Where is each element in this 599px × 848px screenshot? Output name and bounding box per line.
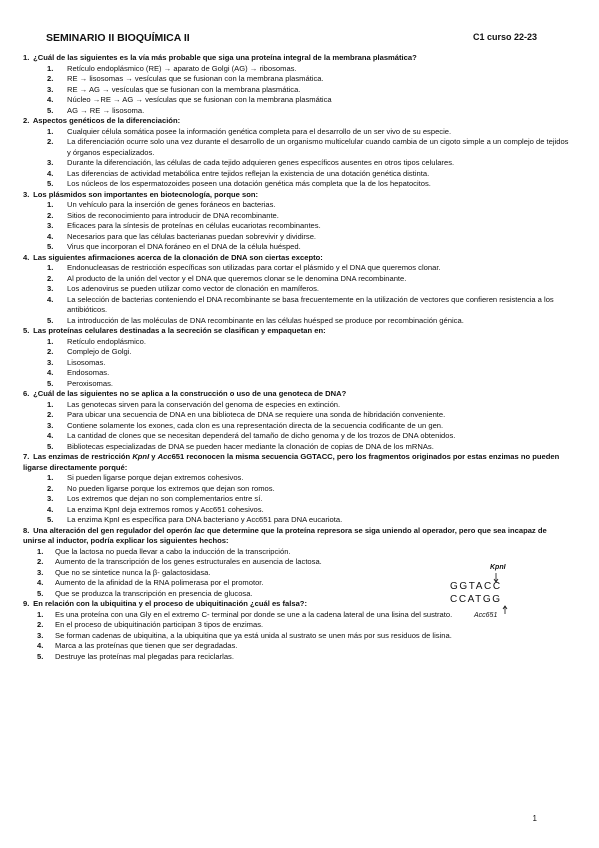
option-text: Virus que incorporan el DNA foráneo en el DNA de la célula huésped.	[67, 242, 301, 251]
question-text-part: Aspectos genéticos de la diferenciación:	[32, 116, 181, 125]
question-text	[23, 389, 571, 400]
question-7	[23, 452, 571, 526]
option-number: 5.	[47, 179, 54, 188]
option-number: 1.	[37, 546, 44, 556]
question-text	[23, 190, 571, 201]
option-text: Necesarios para que las células bacterianas puedan sobrevivir y dividirse.	[67, 231, 317, 241]
option-number: 1.	[47, 336, 54, 346]
option-text: RE → lisosomas → vesículas que se fusionan con la membrana plasmática.	[67, 74, 324, 83]
answer-option	[23, 547, 571, 558]
option-number: 3.	[47, 84, 54, 94]
option-text: Endosomas.	[67, 368, 110, 377]
option-text: Sitios de reconocimiento para introducir de DNA recombinante.	[67, 210, 279, 220]
option-text: En el proceso de ubiquitinación participan 3 tipos de enzimas.	[55, 620, 264, 629]
option-text: Retículo endoplásmico.	[67, 336, 146, 346]
question-number: 7.	[23, 452, 30, 461]
option-number: 4.	[47, 168, 54, 178]
question-1	[23, 53, 571, 116]
answer-option	[23, 515, 457, 526]
answer-option	[23, 316, 571, 327]
option-number: 2.	[47, 347, 54, 356]
answer-option	[23, 494, 457, 505]
question-text-part: Los plásmidos son importantes en biotecnología, porque son:	[33, 189, 259, 199]
answer-option	[23, 64, 571, 75]
option-text: Durante la diferenciación, las células de cada tejido adquieren genes específicos ausentes en otros tipos celulares.	[67, 158, 455, 167]
question-4	[23, 253, 571, 327]
option-number: 4.	[37, 641, 44, 650]
answer-option	[23, 473, 457, 484]
option-number: 3.	[47, 158, 54, 167]
kpni-label: KpnI	[490, 564, 506, 571]
option-text: Eficaces para la síntesis de proteínas en células eucariotas recombinantes.	[67, 221, 321, 230]
question-text-part: y	[149, 452, 158, 461]
option-list	[23, 400, 571, 453]
option-number: 2.	[47, 137, 54, 146]
answer-option	[23, 179, 571, 190]
option-text: Si pueden ligarse porque dejan extremos cohesivos.	[67, 473, 244, 482]
option-text: Retículo endoplásmico (RE) → aparato de Golgi (AG) → ribosomas.	[67, 63, 297, 73]
option-text: RE → AG → vesículas que se fusionan con la membrana plasmática.	[67, 84, 301, 94]
answer-option	[23, 74, 571, 85]
answer-option	[23, 379, 571, 390]
option-number: 1.	[47, 473, 54, 482]
answer-option	[23, 295, 571, 316]
option-text: La introducción de las moléculas de DNA recombinante en las células huésped se produce por recombinación génica.	[67, 315, 464, 325]
question-text-part: Una alteración del gen regulador del operón	[33, 525, 195, 535]
answer-option	[23, 106, 571, 117]
option-text: Para ubicar una secuencia de DNA en una biblioteca de DNA se requiere una sonda de hibridación conveniente.	[67, 410, 446, 419]
answer-option	[23, 169, 571, 180]
option-text: Aumento de la afinidad de la RNA polimerasa por el promotor.	[55, 578, 264, 587]
option-number: 3.	[47, 284, 54, 293]
question-5	[23, 326, 571, 389]
question-text	[23, 116, 571, 127]
option-text: Contiene solamente los exones, cada clon es una representación directa de la secuencia codificante de un gen.	[67, 420, 444, 430]
option-number: 5.	[47, 515, 54, 524]
question-text	[23, 253, 571, 264]
option-number: 3.	[37, 567, 44, 577]
answer-option	[23, 347, 571, 358]
option-number: 3.	[47, 420, 54, 430]
page-title: SEMINARIO II BIOQUÍMICA II	[46, 32, 190, 44]
option-text: Al producto de la unión del vector y el DNA que queremos clonar se le denomina DNA recombinante.	[67, 273, 407, 283]
option-number: 4.	[47, 431, 54, 440]
answer-option	[23, 211, 571, 222]
option-text: Endonucleasas de restricción específicas son utilizadas para cortar el plásmido y el DNA que queremos clonar.	[67, 263, 441, 272]
question-number: 3.	[23, 189, 30, 199]
option-text: Cualquier célula somática posee la información genética completa para el desarrollo de un ser vivo de su especie.	[67, 126, 452, 136]
option-number: 4.	[37, 578, 44, 587]
question-2	[23, 116, 571, 190]
option-number: 4.	[47, 368, 54, 377]
option-number: 4.	[47, 504, 54, 514]
option-number: 2.	[47, 273, 54, 283]
option-number: 2.	[37, 557, 44, 566]
option-number: 3.	[47, 357, 54, 367]
question-text-part: Las proteínas celulares destinadas a la secreción se clasifican y empaquetan en:	[33, 326, 326, 335]
option-number: 2.	[47, 410, 54, 419]
option-text: Los extremos que dejan no son complementarios entre sí.	[67, 494, 263, 503]
option-number: 5.	[37, 588, 44, 598]
answer-option	[23, 442, 571, 453]
option-text: Núcleo →RE → AG → vesículas que se fusionan con la membrana plasmática	[67, 95, 332, 104]
answer-option	[23, 368, 571, 379]
answer-option	[23, 631, 571, 642]
option-number: 1.	[47, 126, 54, 136]
answer-option	[23, 200, 571, 211]
option-number: 1.	[47, 399, 54, 409]
option-text: Los núcleos de los espermatozoides poseen una dotación genética más completa que la de los hepatocitos.	[67, 179, 431, 188]
option-text: Destruye las proteínas mal plegadas para reciclarlas.	[55, 651, 234, 661]
option-text: No pueden ligarse porque los extremos que dejan son romos.	[67, 483, 275, 493]
answer-option	[23, 358, 571, 369]
option-text: Bibliotecas especializadas de DNA se pueden hacer mediante la clonación de copias de DNA de los mRNAs.	[67, 441, 434, 451]
option-number: 3.	[37, 630, 44, 640]
option-number: 1.	[47, 263, 54, 272]
answer-option	[23, 95, 571, 106]
option-number: 2.	[47, 74, 54, 83]
answer-option	[23, 400, 571, 411]
option-number: 3.	[47, 494, 54, 503]
option-text: Un vehículo para la inserción de genes foráneos en bacterias.	[67, 200, 276, 209]
question-text-part: Las enzimas de restricción	[33, 452, 133, 461]
option-number: 4.	[47, 231, 54, 241]
option-number: 4.	[47, 294, 54, 304]
option-text: La diferenciación ocurre solo una vez durante el desarrollo de un organismo multicelular cuando cambia de un cigoto simple a un complejo de tejidos y órganos especializados.	[67, 137, 569, 157]
answer-option	[23, 85, 571, 96]
answer-option	[23, 263, 571, 274]
question-3	[23, 190, 571, 253]
question-text-part: 651 reconocen la misma secuencia GGTACC, pero los fragmentos originados por estas enzimas no pueden ligarse directamente porqué:	[23, 452, 560, 472]
question-number: 9.	[23, 599, 30, 608]
bottom-strand-sequence: CCATGG	[450, 594, 502, 605]
option-number: 4.	[47, 95, 54, 104]
question-text-part: que determine que la proteína represora se siga uniendo al operador, pero que sea incapaz de unirse al inductor, podría explicar los siguientes hechos:	[23, 525, 547, 545]
option-text: Marca a las proteínas que tienen que ser degradadas.	[55, 641, 238, 650]
option-number: 5.	[47, 378, 54, 388]
option-list	[23, 263, 571, 326]
question-number: 2.	[23, 116, 30, 125]
option-text: La cantidad de clones que se necesitan dependerá del tamaño de dicho genoma y de los trozos de DNA obtenidos.	[67, 431, 456, 440]
answer-option	[23, 284, 571, 295]
question-number: 1.	[23, 53, 30, 62]
question-text-part: Las siguientes afirmaciones acerca de la clonación de DNA son ciertas excepto:	[33, 252, 323, 262]
option-text: Que se produzca la transcripción en presencia de glucosa.	[55, 588, 253, 598]
question-text-part: ¿Cuál de las siguientes es la vía más probable que siga una proteína integral de la membrana plasmática?	[33, 53, 417, 62]
option-number: 3.	[47, 221, 54, 230]
question-number: 4.	[23, 252, 30, 262]
option-text: Aumento de la transcripción de los genes estructurales en ausencia de lactosa.	[55, 557, 322, 566]
top-strand-sequence: GGTACC	[450, 581, 502, 592]
answer-option	[23, 431, 571, 442]
answer-option	[23, 242, 571, 253]
question-text	[23, 53, 571, 64]
answer-option	[23, 137, 571, 158]
answer-option	[23, 337, 571, 348]
operon-name: lac	[194, 525, 205, 535]
question-number: 5.	[23, 326, 30, 335]
answer-option	[23, 274, 571, 285]
question-text	[23, 326, 571, 337]
question-text	[23, 452, 571, 473]
generated-questions	[23, 53, 571, 452]
option-text: Es una proteína con una Gly en el extremo C- terminal por donde se une a la cadena lateral de una lisina del sustrato.	[55, 609, 453, 619]
option-number: 1.	[37, 609, 44, 619]
option-text: Los adenovirus se pueden utilizar como vector de clonación en mamíferos.	[67, 284, 319, 293]
page-number: 1	[532, 814, 537, 823]
option-text: Peroxisomas.	[67, 378, 114, 388]
answer-option	[23, 410, 571, 421]
option-text: La enzima KpnI deja extremos romos y Acc651 cohesivos.	[67, 504, 264, 514]
option-list	[23, 200, 571, 253]
restriction-site-figure	[450, 564, 520, 626]
option-list	[23, 127, 571, 190]
option-text: Que no se sintetice nunca la β- galactosidasa.	[55, 567, 211, 577]
question-text-part: En relación con la ubiquitina y el proceso de ubiquitinación ¿cuál es falsa?:	[33, 599, 307, 608]
option-number: 2.	[37, 620, 44, 629]
option-number: 5.	[47, 242, 54, 251]
acc651-label: Acc651	[474, 612, 498, 619]
option-number: 5.	[47, 105, 54, 115]
course-label: C1 curso 22-23	[472, 32, 537, 42]
option-list	[23, 64, 571, 117]
option-number: 5.	[37, 651, 44, 661]
answer-option	[23, 221, 571, 232]
option-number: 5.	[47, 315, 54, 325]
answer-option	[23, 505, 457, 516]
option-text: AG → RE → lisosoma.	[67, 105, 145, 115]
option-list	[23, 337, 571, 390]
option-list	[23, 473, 571, 526]
answer-option	[23, 158, 571, 169]
option-number: 1.	[47, 63, 54, 73]
question-6	[23, 389, 571, 452]
answer-option	[23, 232, 571, 243]
option-text: La selección de bacterias conteniendo el DNA recombinante se basa frecuentemente en la utilización de vectores que confieren resistencia a los antibióticos.	[67, 294, 554, 314]
question-text-part: ¿Cuál de las siguientes no se aplica a la construcción o uso de una genoteca de DNA?	[33, 389, 347, 398]
answer-option	[23, 652, 571, 663]
option-text: Complejo de Golgi.	[67, 347, 132, 356]
answer-option	[23, 127, 571, 138]
option-text: Las diferencias de actividad metabólica entre tejidos reflejan la existencia de una dotación genética distinta.	[67, 168, 430, 178]
option-text: La enzima KpnI es específica para DNA bacteriano y Acc651 para DNA eucariota.	[67, 515, 343, 524]
option-number: 5.	[47, 441, 54, 451]
question-text	[23, 526, 571, 547]
question-number: 6.	[23, 389, 30, 398]
answer-option	[23, 641, 571, 652]
answer-option	[23, 421, 571, 432]
option-number: 1.	[47, 200, 54, 209]
enzyme-name: Acc	[157, 452, 172, 461]
option-text: Se forman cadenas de ubiquitina, a la ubiquitina que ya está unida al sustrato se unen más por sus residuos de lisina.	[55, 630, 452, 640]
question-number: 8.	[23, 525, 30, 535]
option-number: 2.	[47, 210, 54, 220]
option-text: Las genotecas sirven para la conservación del genoma de especies en extinción.	[67, 399, 341, 409]
option-number: 2.	[47, 483, 54, 493]
option-text: Que la lactosa no pueda llevar a cabo la inducción de la transcripción.	[55, 546, 291, 556]
answer-option	[23, 484, 457, 495]
enzyme-name: KpnI	[132, 452, 150, 461]
option-text: Lisosomas.	[67, 357, 106, 367]
